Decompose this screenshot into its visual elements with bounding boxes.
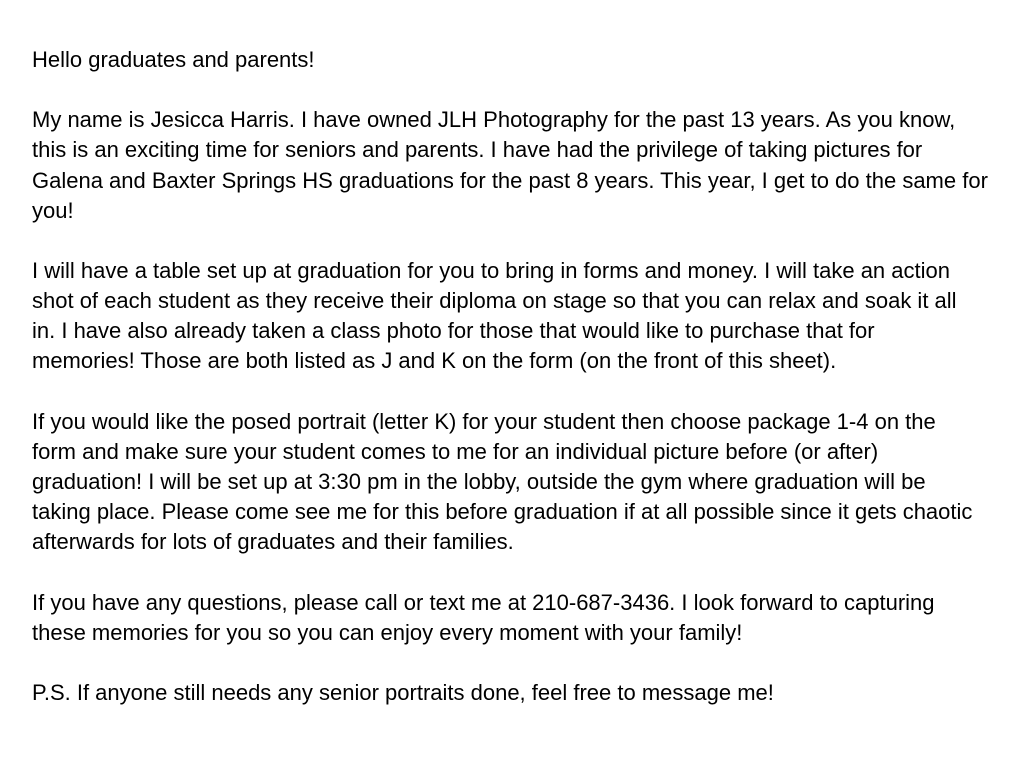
letter-body	[32, 45, 1012, 708]
text-line: in. I have also already taken a class photo for those that would like to purchase that for	[32, 318, 875, 344]
text-line: form and make sure your student comes to me for an individual picture before (or after)	[32, 438, 879, 464]
text-line: I will have a table set up at graduation for you to bring in forms and money. I will take an action	[32, 257, 950, 283]
text-line: memories! Those are both listed as J and K on the form (on the front of this sheet).	[32, 348, 837, 374]
text-line: Galena and Baxter Springs HS graduations for the past 8 years. This year, I get to do the same for	[32, 167, 988, 193]
paragraph-posed-portrait	[32, 407, 1012, 558]
text-line: graduation! I will be set up at 3:30 pm in the lobby, outside the gym where graduation will be	[32, 468, 926, 494]
text-line: these memories for you so you can enjoy every moment with your family!	[32, 619, 743, 645]
paragraph-contact	[32, 588, 1012, 648]
text-line: If you have any questions, please call or text me at 210-687-3436. I look forward to capturing	[32, 589, 935, 615]
text-line: P.S. If anyone still needs any senior portraits done, feel free to message me!	[32, 679, 774, 705]
text-line: afterwards for lots of graduates and their families.	[32, 529, 514, 555]
text-line: Hello graduates and parents!	[32, 47, 315, 72]
paragraph-introduction	[32, 105, 1012, 226]
text-line: taking place. Please come see me for this before graduation if at all possible since it gets chaotic	[32, 499, 973, 525]
text-line: shot of each student as they receive their diploma on stage so that you can relax and soak it all	[32, 288, 957, 314]
text-line: My name is Jesicca Harris. I have owned JLH Photography for the past 13 years. As you know,	[32, 107, 956, 133]
paragraph-graduation-table	[32, 256, 1012, 377]
postscript	[32, 678, 1012, 708]
text-line: you!	[32, 197, 74, 223]
greeting	[32, 45, 1012, 75]
text-line: If you would like the posed portrait (letter K) for your student then choose package 1-4 on the	[32, 408, 936, 434]
text-line: this is an exciting time for seniors and parents. I have had the privilege of taking pictures for	[32, 137, 923, 163]
